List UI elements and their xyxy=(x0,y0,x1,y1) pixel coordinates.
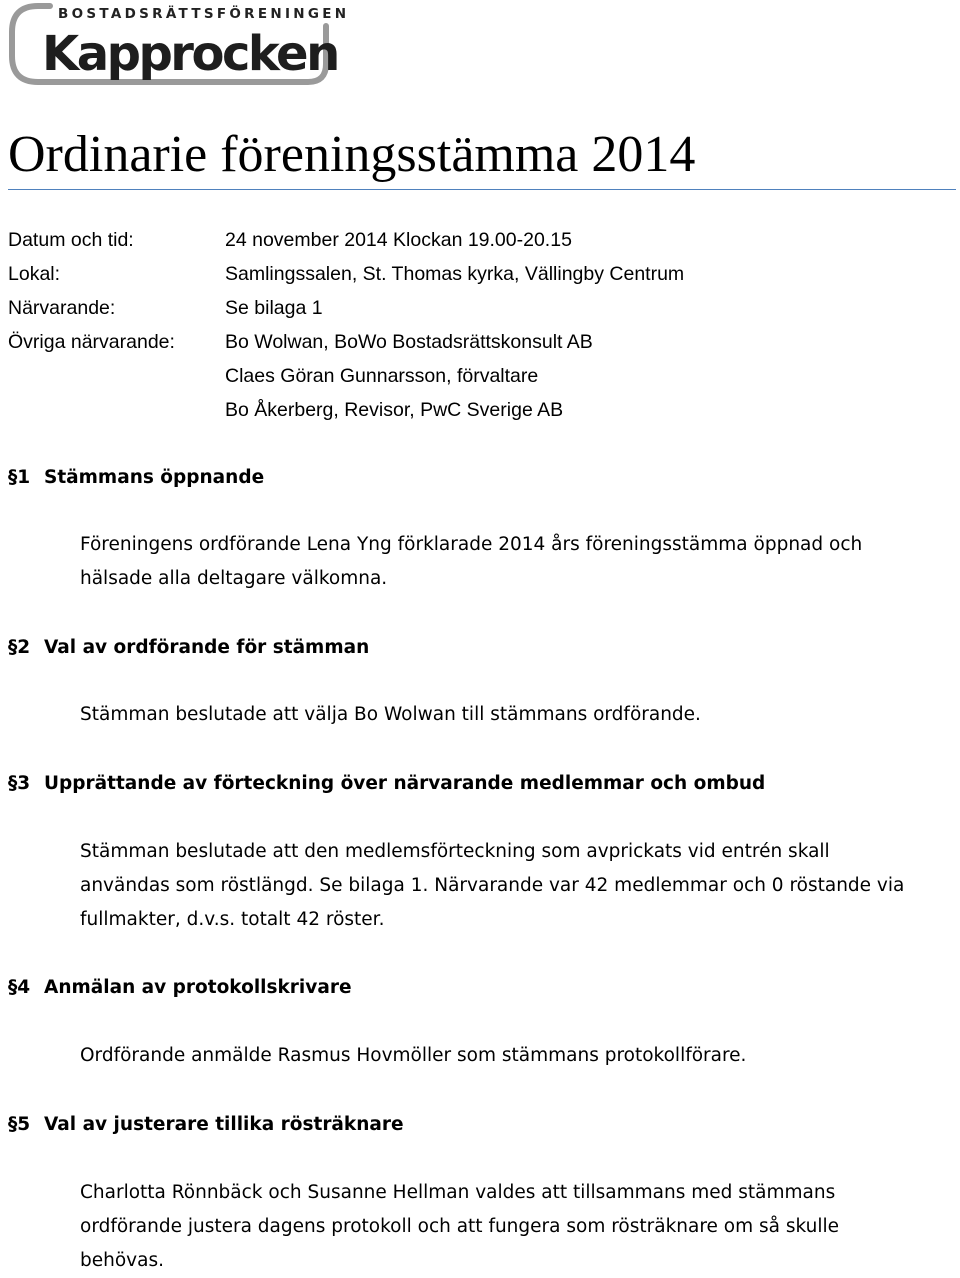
location-value: Samlingssalen, St. Thomas kyrka, Vällingby Centrum xyxy=(225,263,685,285)
present-value: Se bilaga 1 xyxy=(225,297,323,319)
date-label: Datum och tid: xyxy=(8,229,134,251)
section-text-line: Charlotta Rönnbäck och Susanne Hellman valdes att tillsammans med stämmans xyxy=(80,1182,836,1203)
section-number: §5 xyxy=(8,1114,31,1135)
section-heading-1 xyxy=(8,466,264,490)
date-value: 24 november 2014 Klockan 19.00-20.15 xyxy=(225,229,572,251)
section-text-line: hälsade alla deltagare välkomna. xyxy=(80,568,388,589)
section-number: §1 xyxy=(8,467,31,488)
logo-org-type: BOSTADSRÄTTSFÖRENINGEN xyxy=(58,6,350,22)
logo-name: Kapprocken xyxy=(42,26,338,82)
section-heading-5 xyxy=(8,1113,404,1137)
title-divider xyxy=(8,189,956,190)
section-heading-2 xyxy=(8,636,369,660)
section-text-line: Stämman beslutade att den medlemsförteckning som avprickats vid entrén skall xyxy=(80,841,830,862)
section-title: Stämmans öppnande xyxy=(44,467,265,488)
section-body-2 xyxy=(80,698,950,732)
section-body-4 xyxy=(80,1039,950,1073)
section-title: Upprättande av förteckning över närvarande medlemmar och ombud xyxy=(44,773,766,794)
section-number: §2 xyxy=(8,637,31,658)
document-title: Ordinarie föreningsstämma 2014 xyxy=(8,126,696,183)
section-text-line: fullmakter, d.v.s. totalt 42 röster. xyxy=(80,909,385,930)
section-text-line: användas som röstlängd. Se bilaga 1. Närvarande var 42 medlemmar och 0 röstande via xyxy=(80,875,905,896)
others-label: Övriga närvarande: xyxy=(8,331,175,353)
section-text-line: Föreningens ordförande Lena Yng förklarade 2014 års föreningsstämma öppnad och xyxy=(80,534,863,555)
section-heading-4 xyxy=(8,976,352,1000)
section-text-line: Stämman beslutade att välja Bo Wolwan till stämmans ordförande. xyxy=(80,704,701,725)
section-text-line: ordförande justera dagens protokoll och att fungera som rösträknare om så skulle xyxy=(80,1216,840,1237)
section-body-5 xyxy=(80,1176,950,1278)
section-number: §4 xyxy=(8,977,31,998)
location-label: Lokal: xyxy=(8,263,61,285)
organization-logo xyxy=(8,2,350,86)
others-entry: Bo Åkerberg, Revisor, PwC Sverige AB xyxy=(225,399,564,421)
section-text-line: Ordförande anmälde Rasmus Hovmöller som stämmans protokollförare. xyxy=(80,1045,747,1066)
section-body-3 xyxy=(80,835,950,937)
section-text-line: behövas. xyxy=(80,1250,164,1271)
section-title: Val av justerare tillika rösträknare xyxy=(44,1114,404,1135)
section-body-1 xyxy=(80,528,950,596)
section-number: §3 xyxy=(8,773,31,794)
section-title: Anmälan av protokollskrivare xyxy=(44,977,352,998)
others-entry: Bo Wolwan, BoWo Bostadsrättskonsult AB xyxy=(225,331,593,353)
others-entry: Claes Göran Gunnarsson, förvaltare xyxy=(225,365,539,387)
section-heading-3 xyxy=(8,772,765,796)
section-title: Val av ordförande för stämman xyxy=(44,637,370,658)
present-label: Närvarande: xyxy=(8,297,116,319)
